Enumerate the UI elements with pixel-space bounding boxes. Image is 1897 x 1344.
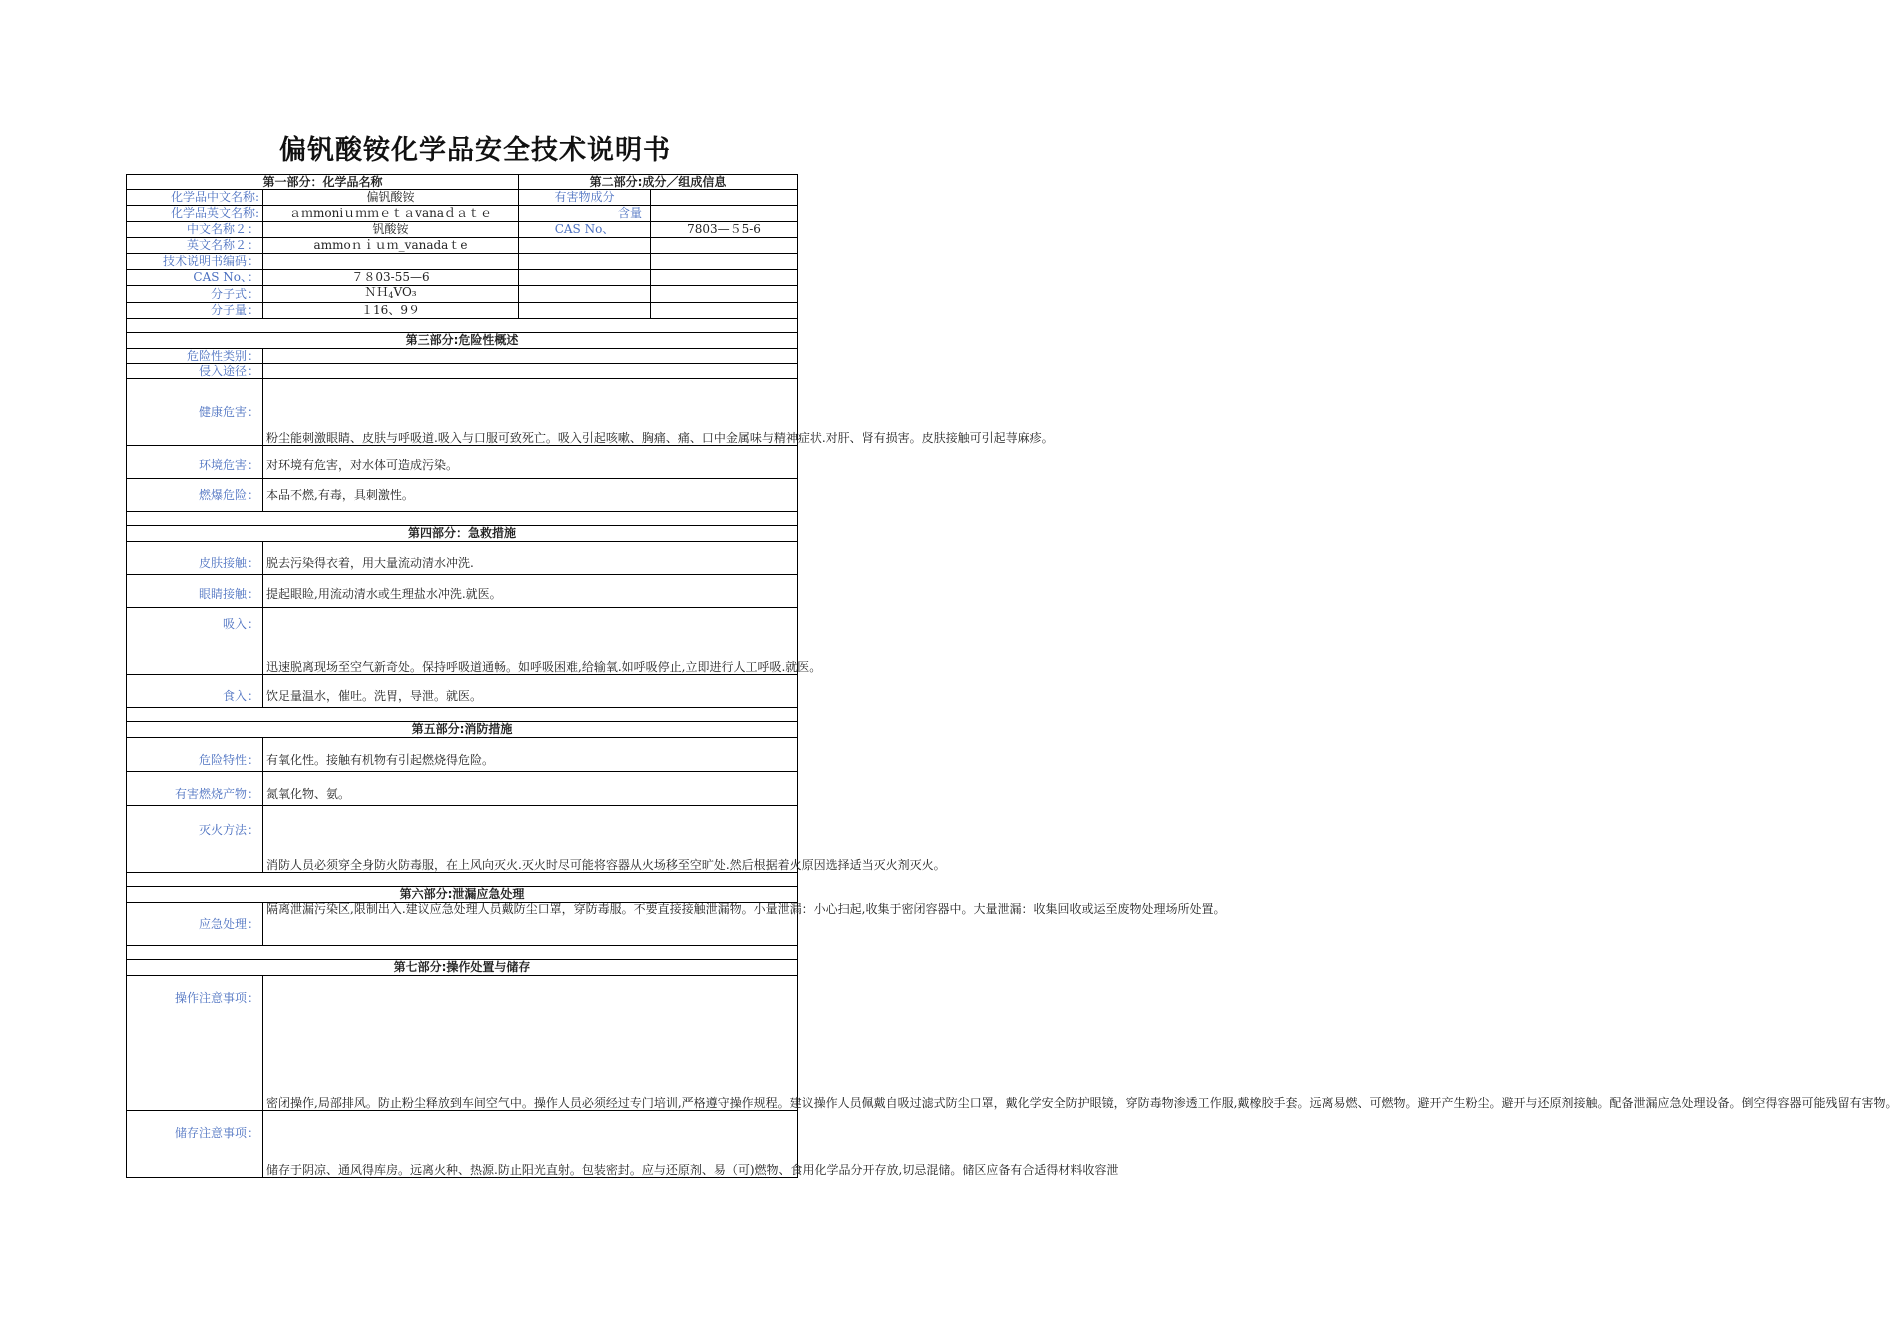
cn-name2-label: 中文名称２： [127,222,263,238]
ingestion-label: 食入： [127,675,263,708]
handling-text: 密闭操作,局部排风。防止粉尘释放到车间空气中。操作人员必须经过专门培训,严格遵守操作规程。建议操作人员佩戴自吸过滤式防尘口罩，戴化学安全防护眼镜，穿防毒物渗透工作服,戴橡胶手套。远离易燃、可燃物。避开产生粉尘。避开与还原剂接触。配备泄漏应急处理设备。倒空得容器可能残留有害物。 [263,976,798,1111]
emergency-label: 应急处理： [127,903,263,946]
part2-header: 第二部分:成分／组成信息 [519,175,798,190]
ingestion-text: 饮足量温水，催吐。洗胃，导泄。就医。 [263,675,798,708]
en-name2-label: 英文名称２： [127,238,263,254]
route-label: 侵入途径： [127,364,263,379]
spacer-row [127,319,798,333]
eye-contact-label: 眼睛接触： [127,575,263,608]
inhalation-text: 迅速脱离现场至空气新奇处。保持呼吸道通畅。如呼吸困难,给输氧.如呼吸停止,立即进行人工呼吸.就医。 [263,608,798,675]
msds-table [126,174,1897,1178]
cn-name-label: 化学品中文名称: [127,190,263,206]
storage-label: 储存注意事项： [127,1111,263,1178]
en-name2-value: ammoｎｉｕｍ_vanadaｔe [263,238,519,254]
emergency-text: 隔离泄漏污染区,限制出入.建议应急处理人员戴防尘口罩，穿防毒服。不要直接接触泄漏物。小量泄漏：小心扫起,收集于密闭容器中。大量泄漏：收集回收或运至废物处理场所处置。 [263,903,798,946]
extinguish-method-label: 灭火方法： [127,806,263,873]
handling-label: 操作注意事项： [127,976,263,1111]
empty-cell [519,303,651,319]
eye-contact-text: 提起眼睑,用流动清水或生理盐水冲洗.就医。 [263,575,798,608]
fire-hazard-label: 燃爆危险： [127,479,263,512]
part6-header: 第六部分:泄漏应急处理 [127,887,798,903]
empty-cell [651,254,798,270]
content-label: 含量 [519,206,651,222]
formula-tail: VO₃ [393,285,417,299]
en-name-label: 化学品英文名称: [127,206,263,222]
fire-characteristics-text: 有氧化性。接触有机物有引起燃烧得危险。 [263,738,798,772]
fire-characteristics-label: 危险特性： [127,738,263,772]
spacer-row [127,512,798,526]
combustion-products-label: 有害燃烧产物： [127,772,263,806]
part4-header: 第四部分：急救措施 [127,526,798,542]
storage-text: 储存于阴凉、通风得库房。远离火种、热源.防止阳光直射。包装密封。应与还原剂、易（可)燃物、食用化学品分开存放,切忌混储。储区应备有合适得材料收容泄 [263,1111,798,1178]
env-hazard-label: 环境危害： [127,446,263,479]
hazard-class-label: 危险性类别： [127,349,263,364]
route-value [263,364,798,379]
empty-cell [519,238,651,254]
empty-cell [651,238,798,254]
formula-label: 分子式： [127,286,263,303]
document-title: 偏钒酸铵化学品安全技术说明书 [279,135,671,166]
part5-header: 第五部分:消防措施 [127,722,798,738]
empty-cell [651,303,798,319]
spacer-row [127,708,798,722]
cn-name-value: 偏钒酸铵 [263,190,519,206]
cas-label-part2: CAS No、 [519,222,651,238]
spacer-row [127,873,798,887]
empty-cell [651,270,798,286]
health-hazard-label: 健康危害： [127,379,263,446]
part1-header: 第一部分：化学品名称 [127,175,519,190]
hazard-component-value [651,190,798,206]
skin-contact-label: 皮肤接触： [127,542,263,575]
mol-weight-label: 分子量： [127,303,263,319]
spacer-row [127,946,798,960]
part3-header: 第三部分:危险性概述 [127,333,798,349]
inhalation-label: 吸入： [127,608,263,675]
empty-cell [519,270,651,286]
sds-code-value [263,254,519,270]
cas-label-part1: CAS No、： [127,270,263,286]
cas-value-part1: ７８03-55—6 [263,270,519,286]
skin-contact-text: 脱去污染得衣着，用大量流动清水冲洗. [263,542,798,575]
formula-subscript: 4 [388,291,394,300]
part7-header: 第七部分:操作处置与储存 [127,960,798,976]
empty-cell [651,286,798,303]
empty-cell [519,286,651,303]
cn-name2-value: 钒酸铵 [263,222,519,238]
health-hazard-text: 粉尘能刺激眼睛、皮肤与呼吸道.吸入与口服可致死亡。吸入引起咳嗽、胸痛、痛、口中金属味与精神症状.对肝、肾有损害。皮肤接触可引起荨麻疹。 [263,379,798,446]
sds-code-label: 技术说明书编码： [127,254,263,270]
content-value [651,206,798,222]
hazard-component-label: 有害物成分 [519,190,651,206]
cas-value-part2: 7803—５5-6 [651,222,798,238]
empty-cell [519,254,651,270]
mol-weight-value: １16、9９ [263,303,519,319]
formula-value [263,286,519,303]
env-hazard-text: 对环境有危害，对水体可造成污染。 [263,446,798,479]
formula-main: ＮＨ [364,285,389,299]
extinguish-method-text: 消防人员必须穿全身防火防毒服，在上风向灭火.灭火时尽可能将容器从火场移至空旷处.然后根据着火原因选择适当灭火剂灭火。 [263,806,798,873]
en-name-value: ａｍmoniｕｍｍｅｔａvanaｄａｔｅ [263,206,519,222]
fire-hazard-text: 本品不燃,有毒，具刺激性。 [263,479,798,512]
combustion-products-text: 氮氧化物、氨。 [263,772,798,806]
hazard-class-value [263,349,798,364]
